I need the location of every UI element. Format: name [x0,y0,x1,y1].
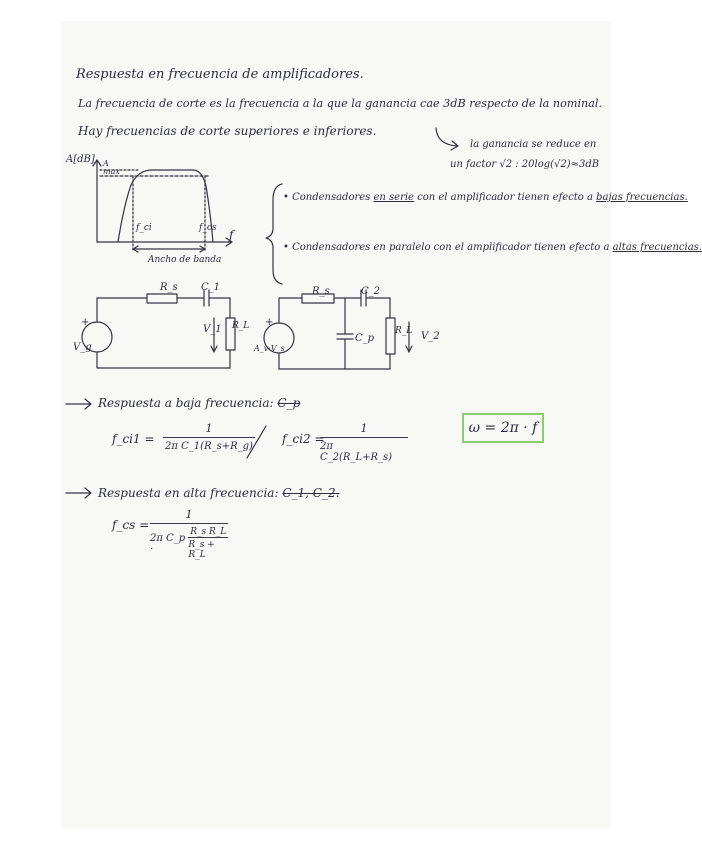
page-title: Respuesta en frecuencia de amplificadores. [76,67,364,82]
gain-note-b: un factor √2 : 20log(√2)≈3dB [450,159,600,170]
low-freq-heading: Respuesta a baja frecuencia: C_p [98,396,301,410]
f-cs-parallel-num: R_s R_L [190,527,227,537]
circuit-2 [264,290,412,369]
f-cs-numerator: 1 [185,508,193,521]
bandwidth-label: Ancho de banda [148,255,222,265]
gain-note-a: la ganancia se reduce en [470,139,597,150]
y-axis-label: A[dB] [66,154,95,165]
f-cs-label: f_cs = [112,518,150,532]
high-freq-heading: Respuesta en alta frecuencia: C_1, C_2. [98,486,340,500]
f-cs-den-prefix: 2π C_p · [150,532,186,555]
note-parallel: • Condensadores en paralelo con el amplificador tienen efecto a altas frecuencias. [283,242,702,253]
f-ci1-label: f_ci1 = [112,432,155,446]
c2-plus: + [265,317,274,328]
peak-label: A max [103,159,120,176]
cutoff-definition: La frecuencia de corte es la frecuencia a la que la ganancia cae 3dB respecto de la nominal. [78,97,603,110]
note-series: • Condensadores en serie con el amplificador tienen efecto a bajas frecuencias. [283,192,688,203]
c1-cap-label: C_1 [201,282,221,293]
x-axis-label: f [229,228,234,242]
c1-source-label: V_g [73,342,92,353]
f-ci2-denominator: 2π C_2(R_L+R_s) [320,441,393,463]
formula-separator [247,426,266,458]
c2-load-label: R_L [395,326,413,336]
omega-formula: ω = 2π · f [468,420,538,436]
c1-out-label: V_1 [203,324,222,335]
f-ci1-denominator: 2π C_1(R_s+R_g) [165,441,253,452]
cutoff-types: Hay frecuencias de corte superiores e inferiores. [78,124,377,138]
circuit-1 [82,290,235,368]
c2-cp-label: C_p [355,333,375,344]
c1-load-label: R_L [232,321,250,331]
c2-out-label: V_2 [421,331,440,342]
f-cs-parallel-den: R_s + R_L [188,540,215,560]
high-cut-label: f_cs [199,223,217,233]
low-section-arrow [66,399,91,409]
response-curve [118,170,213,242]
c1-rs-label: R_s [160,282,178,293]
c2-cap-label: C_2 [361,286,381,297]
low-cut-label: f_ci [136,223,152,233]
c2-source-label: A_v·V_s [254,344,285,353]
high-section-arrow [66,488,91,498]
f-ci2-label: f_ci2 = [282,432,325,446]
f-ci1-numerator: 1 [205,422,213,435]
c2-rs-label: R_s [312,286,330,297]
c1-plus: + [81,317,90,328]
notes-brace [266,184,282,284]
f-ci2-numerator: 1 [360,422,368,435]
